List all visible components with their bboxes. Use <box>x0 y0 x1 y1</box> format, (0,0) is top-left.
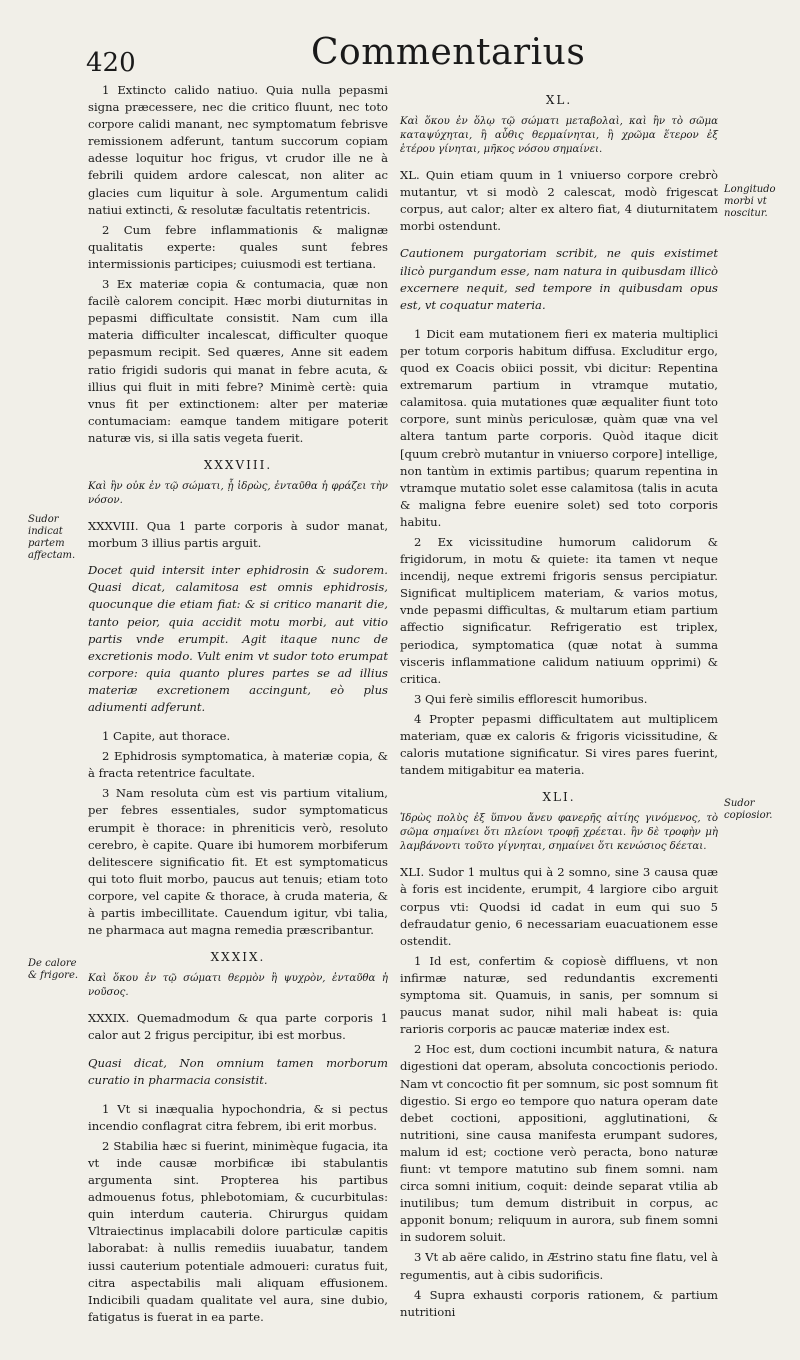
page-number: 420 <box>86 48 136 78</box>
paragraph-item: 1 Vt si inæqualia hypochondria, & si pectus incendio conflagrat citra febrem, ibi erit morbus. <box>88 1101 388 1133</box>
paragraph-item: 2 Cum febre inflammationis & malignæ qualitatis experte: quales sunt febres intermissionis participes; cuiusmodi est tertiana. <box>88 222 388 271</box>
left-column <box>88 82 388 1329</box>
paragraph-item: 2 Ex vicissitudine humorum calidorum & frigidorum, in motu & quiete: ita tamen vt neque incendij, neque extremi frigoris sensus percipiatur. Significat multiplicem materiam, & varios motus, vnde pepasmi difficultas, & multarum etiam partium affectio significatur. Refrigeratio est triplex, periodica, symptomatica (quæ notat à summa visceris inflammatione calidum natiuum opprimi) & critica. <box>400 534 718 686</box>
paragraph-ital: Quasi dicat, Non omnium tamen morborum curatio in pharmacia consistit. <box>88 1055 388 1087</box>
paragraph-item: 1 Extincto calido natiuo. Quia nulla pepasmi signa præcessere, nec die critico fluunt, nec toto corpore calidi manant, nec symptomatum febrisve remissionem adferunt, tantum succorum copiam adesse loquitur hoc frigus, vt crudor ille ne à febrili quidem ardore calescat, non aliter ac glacies cum liquitur à sole. Argumentum calidi natiui extincti, & resolutæ facultatis retentricis. <box>88 83 388 217</box>
paragraph-item: 3 Ex materiæ copia & contumacia, quæ non facilè calorem concipit. Hæc morbi diuturnitas in pepasmi difficultate consistit. Nam cum illa materia difficulter incalescat, difficulter quoque pepasmum recipit. Sed quæres, Anne sit eadem ratio frigidi sudoris qui manat in febre acuta, & illius qui fluit in miti febre? Minimè certè: quia vnus fit per extinctionem: alter per materiæ contumaciam: eamque tandem mitigare poterit naturæ vis, si illa satis vegeta fuerit. <box>88 277 388 445</box>
right-column <box>400 82 718 1324</box>
paragraph-ital: Cautionem purgatoriam scribit, ne quis existimet ilicò purgandum esse, nam natura in quibusdam illicò excernere nequit, sed tempore in quibusdam opus est, vt coquatur materia. <box>400 246 718 312</box>
paragraph-heading: XXXIX. <box>210 950 266 965</box>
paragraph-item: 2 Stabilia hæc si fuerint, minimèque fugacia, ita vt inde causæ morbificæ ibi stabulantis argumenta sint. Propterea his partibus admouenus fotus, phlebotomiam, & cucurbitulas: quin interdum cauteria. Chirurgus quidam Vltraiectinus implacabili dolore particulæ capitis laborabat: à nullis remediis iuuabatur, tandem iussi cauterium potentiale admoueri: curatus fuit, citra aspectabilis mali aliquam effusionem. Indicibili quadam qualitate vel aura, sine dubio, fatigatus is fuerat in ea parte. <box>88 1138 388 1324</box>
paragraph-item: 3 Qui ferè similis efflorescit humoribus. <box>414 691 648 706</box>
paragraph-item: 4 Propter pepasmi difficultatem aut multiplicem materiam, quæ ex caloris & frigoris vicissitudine, & caloris mutatione significatur. Si vires pares fuerint, tandem mitigabitur ea materia. <box>400 711 718 778</box>
paragraph-thesis: XLI. Sudor 1 multus qui à 2 somno, sine 3 causa quæ à foris est incidente, erumpit, 4 largiore cibo arguit corpus vti: Quodsi id cadat in eum qui suo 5 defraudatur genio, 6 necessariam euacuationem esse ostendit. <box>400 865 718 948</box>
margin-note-longitudo: Longitudo morbi vt noscitur. <box>724 184 776 219</box>
margin-note-sudor-copiosior: Sudor copiosior. <box>724 798 773 821</box>
paragraph-thesis: XL. Quin etiam quum in 1 vniuerso corpore crebrò mutantur, vt si modò 2 calescat, modò frigescat corpus, aut calor; alter ex altero fiat, 4 diuturnitatem morbi ostendunt. <box>400 168 718 234</box>
paragraph-item: 3 Vt ab aëre calido, in Æstrino statu fine flatu, vel à regumentis, aut à cibis sudorificis. <box>400 1250 718 1282</box>
paragraph-item: 1 Id est, confertim & copiosè diffluens, vt non infirmæ naturæ, sed redundantis excrementi symptoma sit. Quamuis, in sanis, per somnum si paucus manat sudor, nihil mali habeat is: quia rarioris corporis ac paucæ materiæ index est. <box>400 953 718 1037</box>
paragraph-item: 2 Hoc est, dum coctioni incumbit natura, & natura digestioni dat operam, absoluta concoctionis periodo. Nam vt concoctio fit per somnum, sic post somnum fit digestio. Si ergo eo tempore quo natura operam date debet coctioni, appositioni, agglutinationi, & nutritioni, sine causa manifesta erumpant sudores, malum id est; coctione verò peracta, bono naturæ fiunt: vt tempore matutino sub finem somni. nam circa somni initium, coquit: deinde separat vtilia ab inutilibus; tum demum distribuit in corpus, ac apponit bonum; reliquum in aurora, sub finem somni in sudorem soluit. <box>400 1042 718 1245</box>
margin-note-sudor: Sudor indicat partem affectam. <box>28 514 76 561</box>
paragraph-heading: XL. <box>545 93 573 107</box>
paragraph-item: 1 Capite, aut thorace. <box>102 729 231 744</box>
page-header <box>86 28 770 78</box>
paragraph-thesis: XXXVIII. Qua 1 parte corporis à sudor manat, morbum 3 illius partis arguit. <box>88 519 388 551</box>
paragraph-thesis: XXXIX. Quemadmodum & qua parte corporis 1 calor aut 2 frigus percipitur, ibi est morbus. <box>88 1011 388 1043</box>
paragraph-greek: Καὶ ἢν οὐκ ἐν τῷ σώματι, ᾗ ἱδρὼς, ἐνταῦθα ἡ φράζει τὴν νόσον. <box>88 481 388 507</box>
margin-note-calore: De calore & frigore. <box>28 958 79 981</box>
paragraph-heading: XLI. <box>542 790 576 805</box>
paragraph-item: 1 Dicit eam mutationem fieri ex materia multiplici per totum corporis habitum diffusa. Excluditur ergo, quod ex Coacis obiici possit, vbi dicitur: Repentina extremarum partium in vtramque mutatio, calamitosa. quia mutationes quæ æqualiter fiunt toto corpore, sunt minùs periculosæ, quàm quæ vna vel altera tantum parte corporis. Quòd itaque dicit [quum crebrò mutantur in vniuerso corpore] intellige, non tantùm in extimis partibus; quarum repentina in vtramque mutatio solet esse calamitosa (talis in acuta & maligna febre euenire solet) sed toto corporis habitu. <box>400 326 718 529</box>
paragraph-item: 4 Supra exhausti corporis rationem, & partium nutritioni <box>400 1287 718 1319</box>
running-head: Commentarius <box>311 32 586 73</box>
paragraph-item: 2 Ephidrosis symptomatica, à materiæ copia, & à fracta retentrice facultate. <box>88 749 388 781</box>
paragraph-heading: XXXVIII. <box>203 457 273 472</box>
paragraph-item: 3 Nam resoluta cùm est vis partium vitalium, per febres essentiales, sudor symptomaticus erumpit è thorace: in phreniticis verò, resoluto cerebro, è capite. Quare ibi humorem morbiferum delitescere significatio fit. Et est symptomaticus qui toto fluit morbo, paucus aut tenuis; etiam toto corpore, vel capite & thorace, à cruda materia, & à partis imbecillitate. Cauendum igitur, vbi talia, ne pharmaca aut magna remedia præscribantur. <box>88 786 388 938</box>
paragraph-greek: Καὶ ὅκου ἐν τῷ σώματι θερμὸν ἢ ψυχρὸν, ἐνταῦθα ἡ νοῦσος. <box>88 973 388 999</box>
paragraph-greek: Ἱδρὼς πολὺς ἐξ ὕπνου ἄνευ φανερῆς αἰτίης γινόμενος, τὸ σῶμα σημαίνει ὅτι πλείονι τροφῇ χρέεται. ἢν δὲ τροφὴν μὴ λαμβάνοντι τοῦτο γίγνηται, σημαίνει ὅτι κενώσιος δέεται. <box>400 813 718 853</box>
paragraph-ital: Docet quid intersit inter ephidrosin & sudorem. Quasi dicat, calamitosa est omnis ephidrosis, quocunque die etiam fiat: & si critico manarit die, tanto peior, quia accidit motu morbi, aut vitio partis vnde erumpit. Agit itaque nunc de excretionis modo. Vult enim vt sudor toto erumpat corpore: quia quanto plures partes se ad illius materiæ excretionem accingunt, eò plus adiumenti adferunt. <box>88 563 388 714</box>
paragraph-greek: Καὶ ὅκου ἐν ὅλῳ τῷ σώματι μεταβολαὶ, καὶ ἢν τὸ σῶμα καταψύχηται, ἢ αὖθις θερμαίνηται, ἢ χρῶμα ἕτερον ἐξ ἑτέρου γίνηται, μῆκος νόσου σημαίνει. <box>400 116 718 156</box>
